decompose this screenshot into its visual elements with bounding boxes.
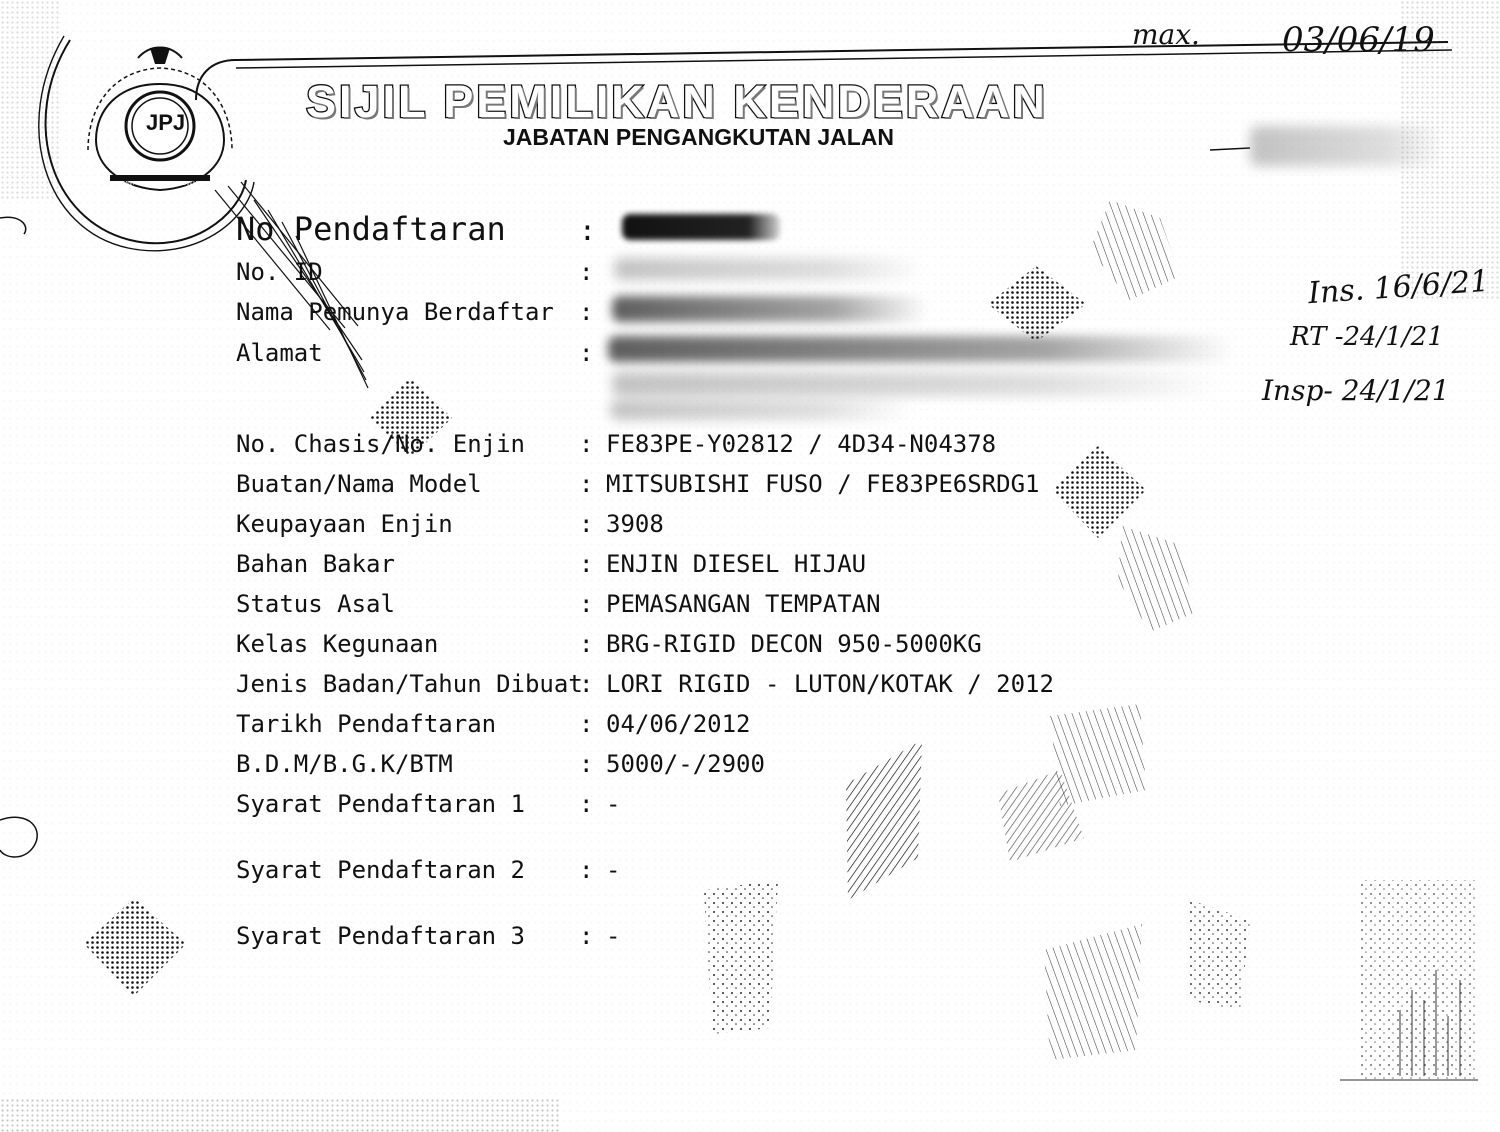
field-colon: : xyxy=(579,510,594,538)
field-label-fuel: Bahan Bakar xyxy=(236,550,395,578)
field-colon: : xyxy=(579,339,594,367)
redacted-top-right xyxy=(1250,126,1446,166)
field-colon: : xyxy=(579,710,594,738)
handwritten-note-insp: Insp- 24/1/21 xyxy=(1262,374,1450,407)
handwritten-note-ins: Ins. 16/6/21 xyxy=(1307,263,1491,312)
document-title: SIJIL PEMILIKAN KENDERAAN xyxy=(306,76,1048,127)
redacted-address-line-1 xyxy=(608,336,1234,362)
field-label-id: No. ID xyxy=(236,258,323,286)
handwritten-date: 03/06/19 xyxy=(1282,20,1435,60)
redacted-registration-no xyxy=(622,214,780,240)
field-label-weights: B.D.M/B.G.K/BTM xyxy=(236,750,453,778)
field-value-body-year: LORI RIGID - LUTON/KOTAK / 2012 xyxy=(606,670,1054,698)
field-label-usage-class: Kelas Kegunaan xyxy=(236,630,439,658)
field-label-registration-date: Tarikh Pendaftaran xyxy=(236,710,497,738)
field-value-condition-2: - xyxy=(606,856,621,884)
field-label-condition-2: Syarat Pendaftaran 2 xyxy=(236,856,525,884)
field-colon: : xyxy=(579,856,594,884)
field-colon: : xyxy=(579,750,594,778)
field-label-engine-capacity: Keupayaan Enjin xyxy=(236,510,453,538)
redacted-address-line-3 xyxy=(610,400,910,420)
field-colon: : xyxy=(579,630,594,658)
handwritten-note-rt: RT -24/1/21 xyxy=(1290,322,1444,352)
field-value-make-model: MITSUBISHI FUSO / FE83PE6SRDG1 xyxy=(606,470,1040,498)
field-label-condition-1: Syarat Pendaftaran 1 xyxy=(236,790,525,818)
field-label-origin-status: Status Asal xyxy=(236,590,395,618)
field-value-chassis-engine-no: FE83PE-Y02812 / 4D34-N04378 xyxy=(606,430,997,458)
field-label-condition-3: Syarat Pendaftaran 3 xyxy=(236,922,525,950)
field-value-origin-status: PEMASANGAN TEMPATAN xyxy=(606,590,881,618)
field-value-engine-capacity: 3908 xyxy=(606,510,664,538)
handwritten-max: max. xyxy=(1132,18,1200,51)
field-label-make-model: Buatan/Nama Model xyxy=(236,470,482,498)
field-colon: : xyxy=(579,214,596,247)
field-value-condition-1: - xyxy=(606,790,621,818)
field-colon: : xyxy=(579,550,594,578)
field-value-usage-class: BRG-RIGID DECON 950-5000KG xyxy=(606,630,982,658)
field-value-weights: 5000/-/2900 xyxy=(606,750,765,778)
field-value-fuel: ENJIN DIESEL HIJAU xyxy=(606,550,867,578)
redacted-address-line-2 xyxy=(612,372,1222,396)
field-label-chassis-engine-no: No. Chasis/No. Enjin xyxy=(236,430,525,458)
field-colon: : xyxy=(579,670,594,698)
field-colon: : xyxy=(579,922,594,950)
field-label-owner-name: Nama Pemunya Berdaftar xyxy=(236,298,554,326)
field-colon: : xyxy=(579,590,594,618)
field-value-registration-date: 04/06/2012 xyxy=(606,710,751,738)
document-subtitle: JABATAN PENGANGKUTAN JALAN xyxy=(503,124,894,150)
redacted-owner-name xyxy=(612,296,928,322)
field-colon: : xyxy=(579,470,594,498)
emblem-initials: JPJ xyxy=(146,110,186,135)
field-value-condition-3: - xyxy=(606,922,621,950)
field-colon: : xyxy=(579,790,594,818)
redacted-id xyxy=(614,258,924,280)
field-colon: : xyxy=(579,430,594,458)
emblem-seal-text: JABATAN PENGANGKUTAN JALAN MALAYSIA xyxy=(110,181,218,187)
field-label-body-year: Jenis Badan/Tahun Dibuat xyxy=(236,670,583,698)
field-label-address: Alamat xyxy=(236,339,323,367)
field-label-registration-no: No Pendaftaran xyxy=(236,210,506,248)
field-colon: : xyxy=(579,258,594,286)
field-colon: : xyxy=(579,298,594,326)
